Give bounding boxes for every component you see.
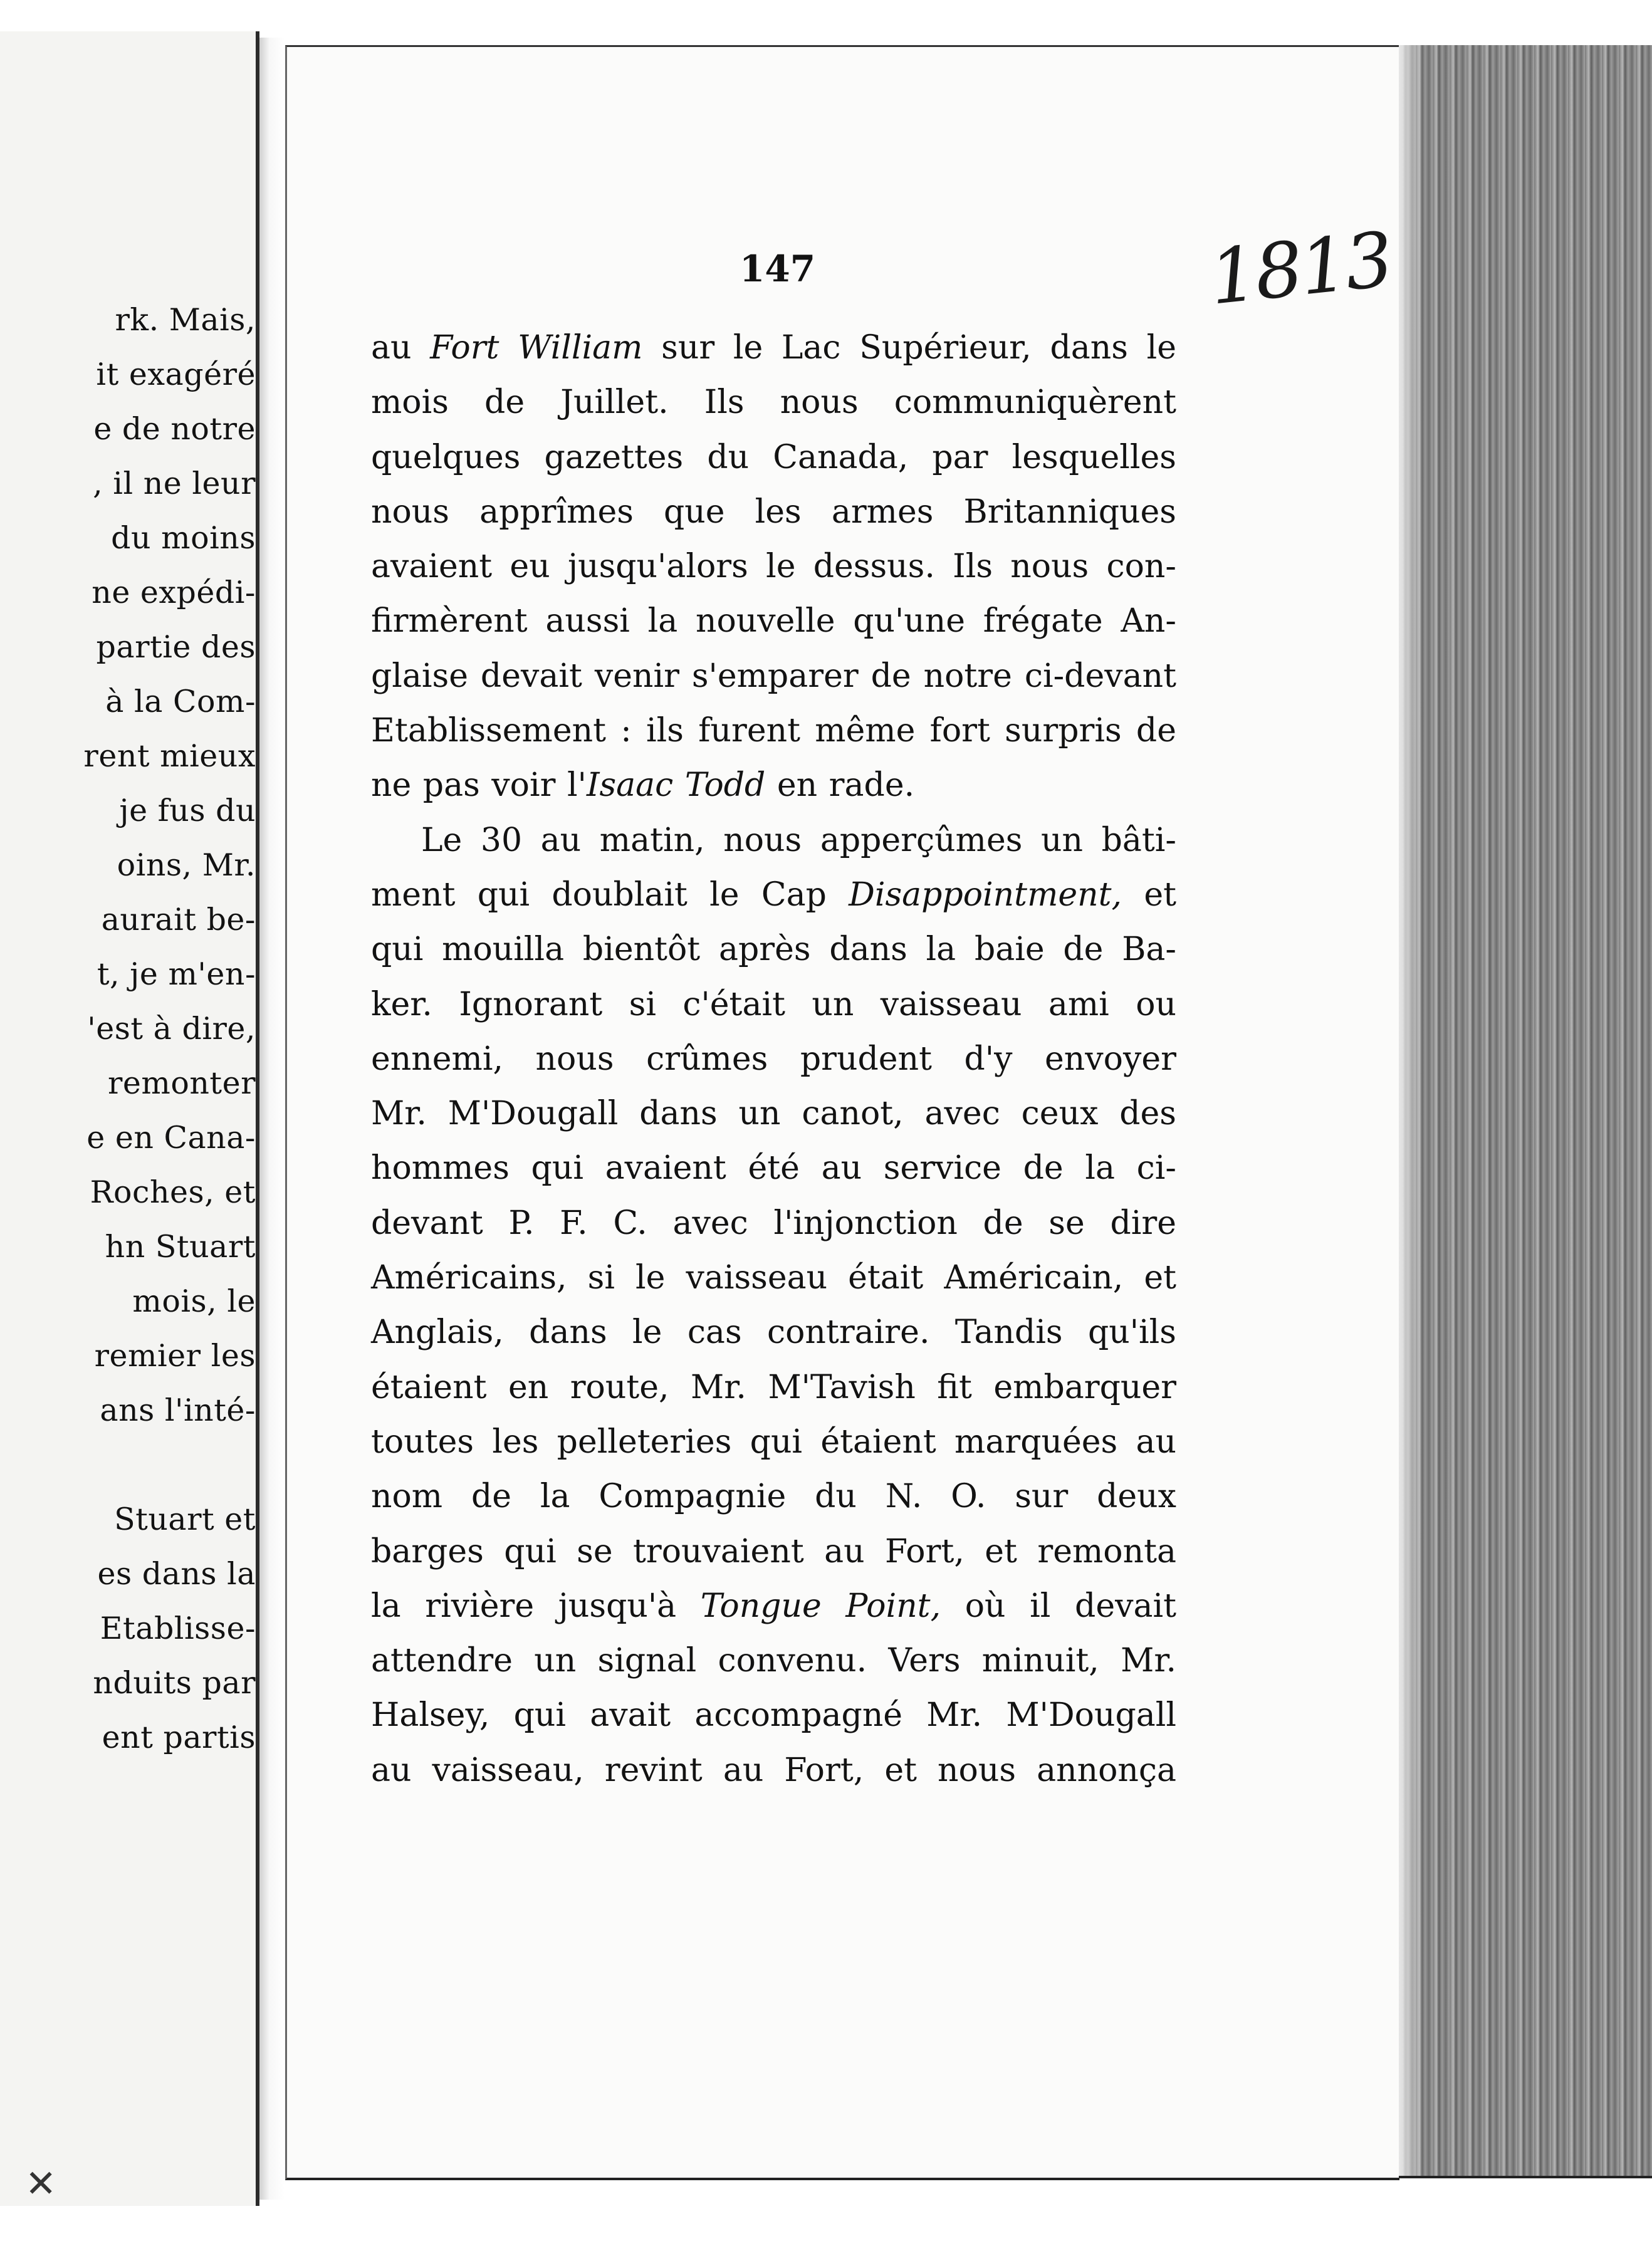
text-line: [371, 594, 1176, 649]
text-line: [371, 704, 1176, 758]
text-italic: Fort William: [430, 329, 643, 367]
left-page-line: du moins: [111, 520, 256, 556]
text-line: [371, 1251, 1176, 1305]
left-page-line: , il ne leur: [93, 466, 256, 501]
text-line: [371, 1525, 1176, 1579]
text-line: [371, 758, 1176, 813]
text-roman: la rivière jusqu'à: [371, 1587, 701, 1625]
left-page-line: aurait be-: [101, 902, 256, 938]
text-line: [371, 868, 1176, 922]
text-roman: qui mouilla bientôt après dans la baie de Ba-: [371, 931, 1176, 969]
text-roman: barges qui se trouvaient au Fort, et remonta: [371, 1532, 1176, 1570]
left-page-line: it exagéré: [96, 357, 256, 392]
left-page-line: ent partis: [102, 1720, 256, 1755]
text-line: [371, 1579, 1176, 1634]
text-line: [371, 922, 1176, 977]
text-roman: Le 30 au matin, nous apperçûmes un bâti-: [421, 821, 1176, 859]
text-line: [371, 485, 1176, 540]
text-roman: toutes les pelleteries qui étaient marquées au: [371, 1423, 1176, 1461]
text-line: [371, 1032, 1176, 1087]
text-roman: avaient eu jusqu'alors le dessus. Ils nous con-: [371, 548, 1176, 586]
text-roman: en rade.: [765, 766, 915, 805]
text-line: [371, 375, 1176, 430]
text-roman: au: [371, 329, 431, 367]
left-page-line: ne expédi-: [91, 575, 256, 610]
text-roman: devant P. F. C. avec l'injonction de se dire: [371, 1204, 1176, 1242]
text-roman: ker. Ignorant si c'était un vaisseau ami ou: [371, 985, 1176, 1023]
text-roman: nous apprîmes que les armes Britanniques: [371, 493, 1176, 531]
text-roman: sur le Lac Supérieur, dans le: [642, 329, 1176, 367]
page-number: 147: [740, 248, 816, 290]
left-page-line: mois, le: [132, 1283, 256, 1319]
left-page-line: Roches, et: [90, 1174, 256, 1210]
text-roman: au vaisseau, revint au Fort, et nous annonça: [371, 1751, 1176, 1789]
text-line: [371, 1087, 1176, 1141]
text-roman: firmèrent aussi la nouvelle qu'une frégate An-: [371, 602, 1176, 640]
text-line: [371, 813, 1176, 868]
text-roman: ne pas voir l': [371, 766, 587, 805]
handwritten-annotation: 1813: [1205, 216, 1395, 322]
facing-page-left: [0, 31, 259, 2206]
text-roman: hommes qui avaient été au service de la ci-: [371, 1149, 1176, 1188]
text-line: [371, 1141, 1176, 1196]
left-page-line: rent mieux: [83, 738, 256, 774]
left-page-line: rk. Mais,: [115, 302, 256, 338]
text-line: [371, 1688, 1176, 1743]
left-page-line: e de notre: [93, 411, 256, 447]
text-line: [371, 1305, 1176, 1360]
page-edges: [1399, 45, 1652, 2178]
text-italic: Disappointment,: [849, 875, 1122, 914]
book-gutter: [259, 38, 285, 2200]
left-page-line: Etablisse-: [100, 1611, 256, 1646]
text-roman: mois de Juillet. Ils nous communiquèrent: [371, 384, 1176, 422]
text-line: [371, 1361, 1176, 1415]
left-page-line: je fus du: [119, 793, 256, 828]
text-italic: Isaac Todd: [586, 766, 766, 805]
corner-mark-icon: ✕: [25, 2162, 57, 2206]
left-page-line: 'est à dire,: [87, 1011, 256, 1047]
left-page-line: t, je m'en-: [97, 956, 256, 992]
text-line: [371, 1196, 1176, 1251]
text-italic: Tongue Point,: [700, 1587, 941, 1625]
text-roman: glaise devait venir s'emparer de notre ci-devant: [371, 657, 1176, 695]
text-roman: Américains, si le vaisseau était Américain, et: [371, 1259, 1176, 1297]
left-page-line: es dans la: [97, 1556, 256, 1592]
text-roman: nom de la Compagnie du N. O. sur deux: [371, 1478, 1176, 1516]
text-roman: où il devait: [941, 1587, 1176, 1625]
text-roman: quelques gazettes du Canada, par lesquelles: [371, 438, 1176, 476]
text-line: [371, 978, 1176, 1032]
text-roman: Mr. M'Dougall dans un canot, avec ceux des: [371, 1095, 1176, 1133]
left-page-line: hn Stuart: [105, 1229, 256, 1265]
text-line: [371, 1634, 1176, 1688]
text-roman: Etablissement : ils furent même fort surpris de: [371, 712, 1176, 750]
text-roman: Halsey, qui avait accompagné Mr. M'Dougall: [371, 1696, 1176, 1735]
text-roman: étaient en route, Mr. M'Tavish fit embarquer: [371, 1368, 1176, 1406]
text-roman: ennemi, nous crûmes prudent d'y envoyer: [371, 1040, 1176, 1078]
left-page-line: partie des: [96, 629, 256, 665]
text-line: [371, 1470, 1176, 1524]
left-page-line: à la Com-: [105, 684, 256, 719]
left-page-line: nduits par: [93, 1665, 256, 1701]
text-line: [371, 540, 1176, 594]
left-page-line: e en Cana-: [86, 1120, 256, 1156]
text-roman: Anglais, dans le cas contraire. Tandis qu'ils: [371, 1314, 1176, 1352]
left-page-line: Stuart et: [114, 1502, 256, 1537]
left-page-line: ans l'inté-: [100, 1392, 256, 1428]
text-line: [371, 321, 1176, 375]
left-page-line: remonter: [107, 1065, 256, 1101]
text-roman: et: [1122, 875, 1176, 914]
left-page-line: oins, Mr.: [117, 847, 256, 883]
text-line: [371, 1415, 1176, 1470]
page-body-text: [371, 321, 1176, 1798]
text-roman: attendre un signal convenu. Vers minuit, Mr.: [371, 1642, 1176, 1680]
left-page-line: remier les: [94, 1338, 256, 1374]
text-line: [371, 1743, 1176, 1798]
text-line: [371, 649, 1176, 704]
text-roman: ment qui doublait le Cap: [371, 875, 849, 914]
text-line: [371, 431, 1176, 485]
